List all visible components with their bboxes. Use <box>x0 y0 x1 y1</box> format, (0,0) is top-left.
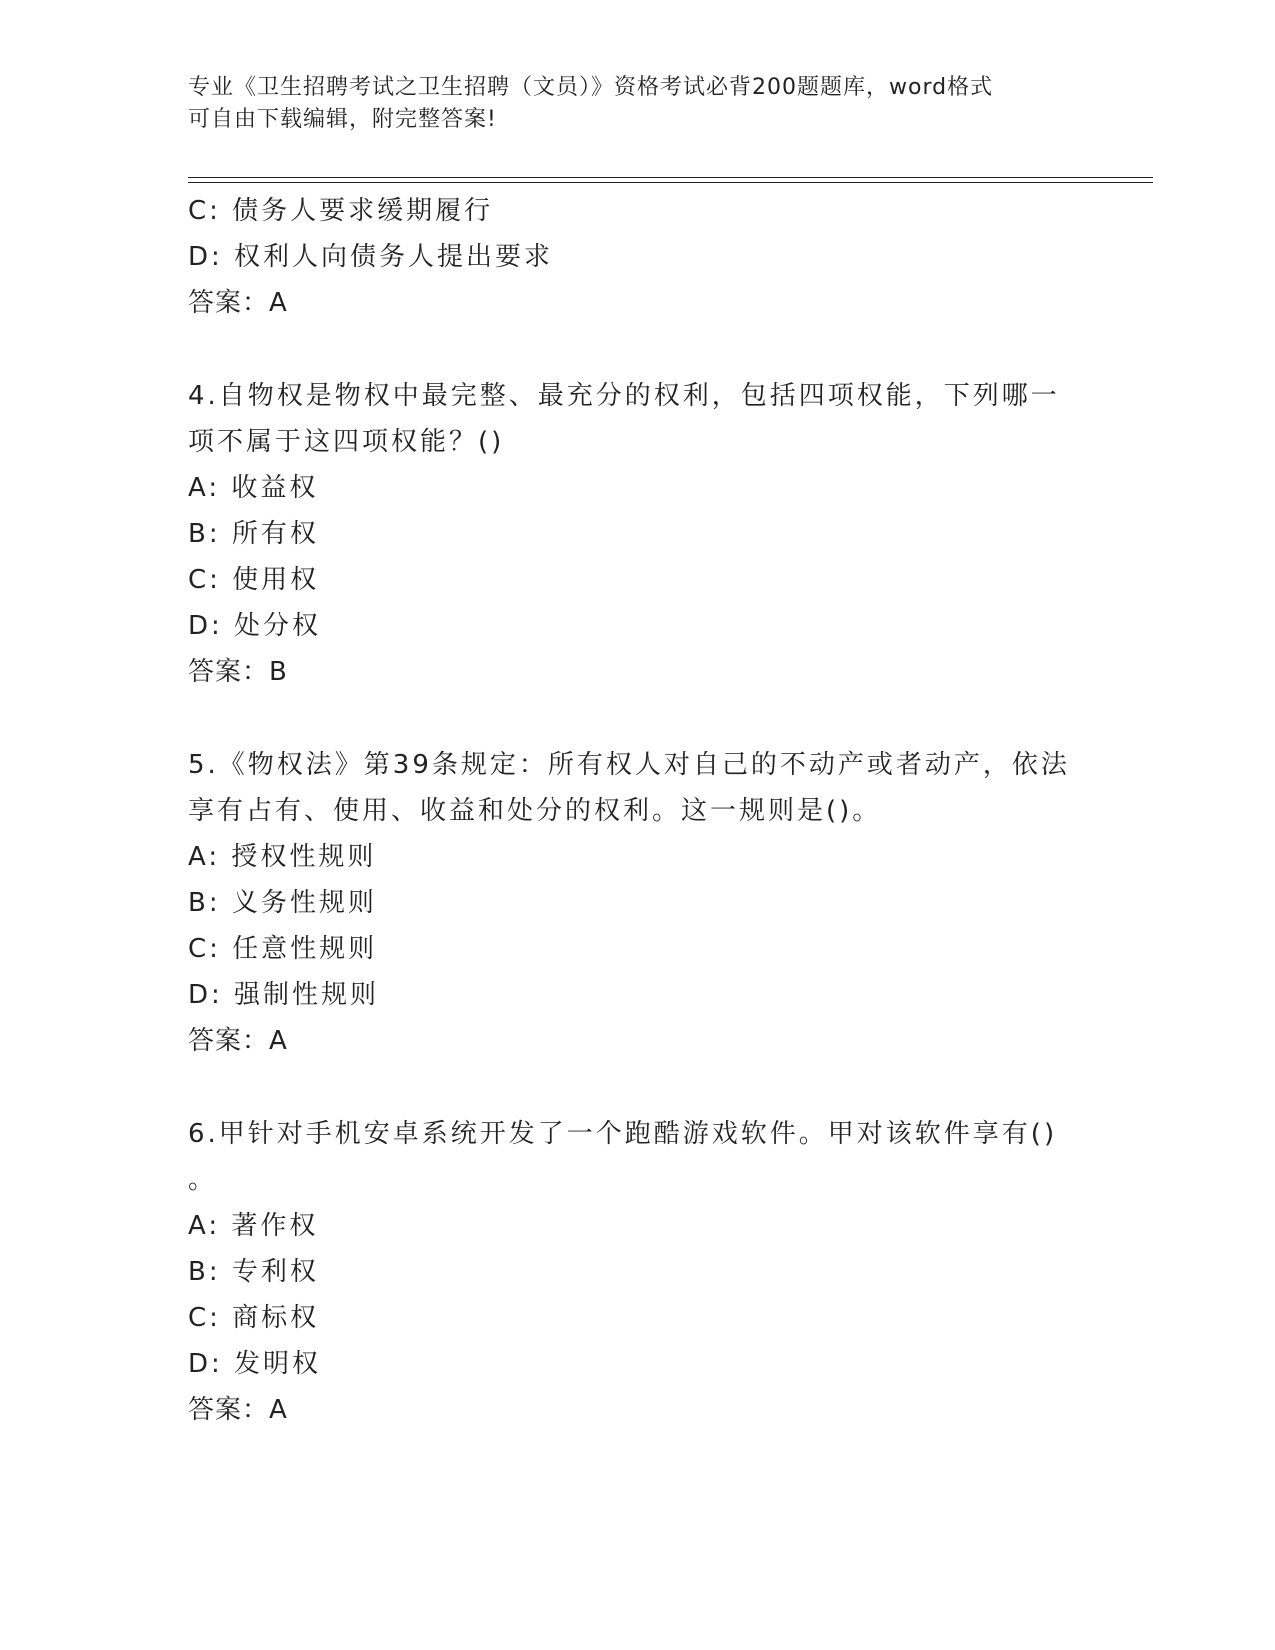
option-a: A: 著作权 <box>188 1211 319 1241</box>
header-rule-bottom <box>188 182 1153 183</box>
option-c: C: 任意性规则 <box>188 934 378 964</box>
question-3-tail <box>188 188 1088 326</box>
option-b: B: 义务性规则 <box>188 888 377 918</box>
question-4 <box>188 373 1088 695</box>
option-d: D: 处分权 <box>188 611 322 641</box>
option-d: D: 权利人向债务人提出要求 <box>188 242 554 272</box>
option-c: C: 商标权 <box>188 1303 320 1333</box>
question-6 <box>188 1111 1088 1433</box>
option-d: D: 强制性规则 <box>188 980 380 1010</box>
header-line-2: 可自由下载编辑，附完整答案! <box>188 107 497 132</box>
option-a: A: 收益权 <box>188 473 319 503</box>
question-list <box>188 188 1088 1433</box>
option-a: A: 授权性规则 <box>188 842 377 872</box>
answer: 答案：A <box>188 1395 288 1425</box>
option-c: C: 使用权 <box>188 565 320 595</box>
document-header <box>188 72 1068 136</box>
answer: 答案：A <box>188 288 288 318</box>
header-rule-top <box>188 177 1153 178</box>
answer: 答案：A <box>188 1026 288 1056</box>
question-stem-line-1: 6.甲针对手机安卓系统开发了一个跑酷游戏软件。甲对该软件享有() <box>188 1119 1058 1149</box>
option-c: C: 债务人要求缓期履行 <box>188 196 494 226</box>
question-5 <box>188 742 1088 1064</box>
question-stem-line-2: 享有占有、使用、收益和处分的权利。这一规则是()。 <box>188 796 882 826</box>
question-stem-line-1: 5.《物权法》第39条规定：所有权人对自己的不动产或者动产，依法 <box>188 750 1070 780</box>
question-stem-line-2: 。 <box>188 1165 218 1195</box>
question-stem-line-1: 4.自物权是物权中最完整、最充分的权利，包括四项权能，下列哪一 <box>188 381 1060 411</box>
option-b: B: 专利权 <box>188 1257 319 1287</box>
option-b: B: 所有权 <box>188 519 319 549</box>
question-stem-line-2: 项不属于这四项权能？() <box>188 427 505 457</box>
answer: 答案：B <box>188 657 288 687</box>
header-line-1: 专业《卫生招聘考试之卫生招聘（文员）》资格考试必背200题题库，word格式 <box>188 75 994 100</box>
option-d: D: 发明权 <box>188 1349 322 1379</box>
